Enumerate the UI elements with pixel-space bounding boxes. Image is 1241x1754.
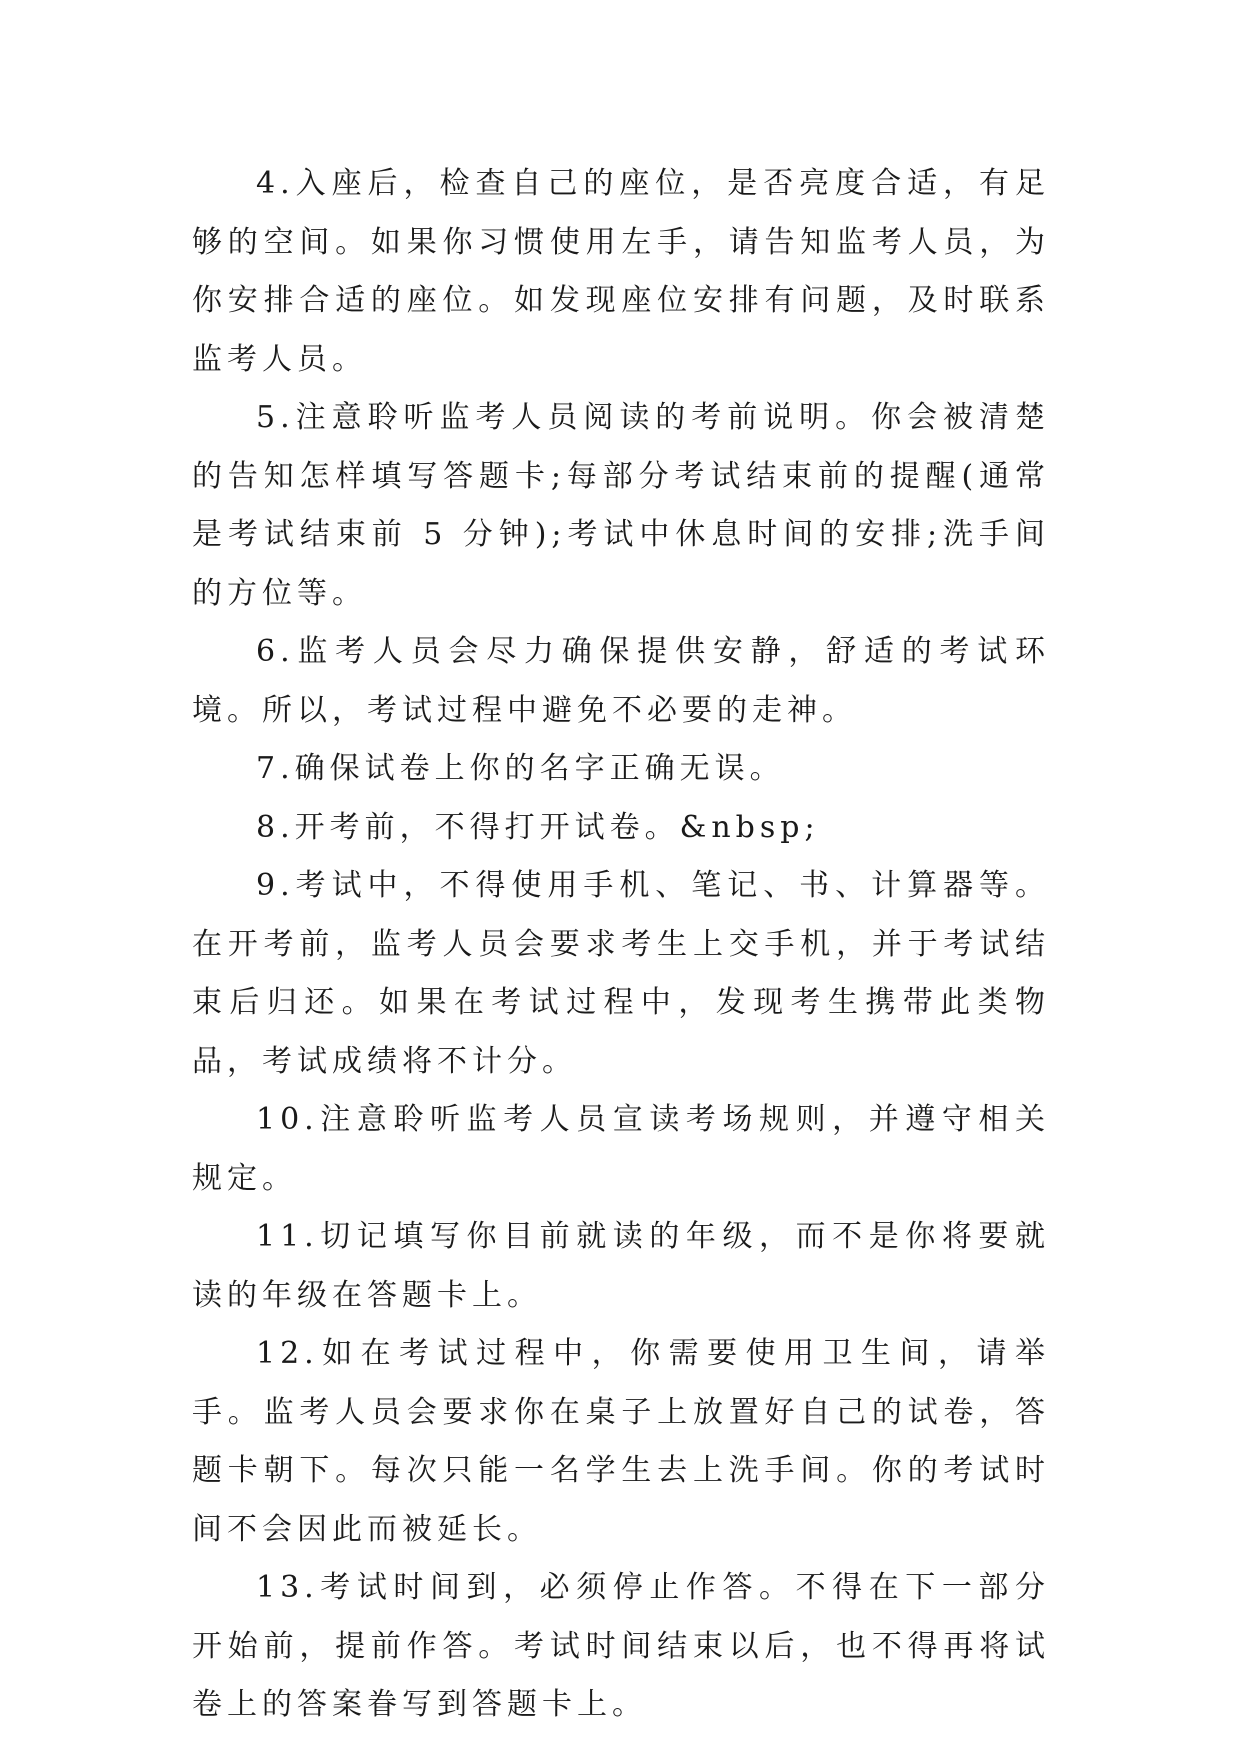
paragraph-item-9: 9.考试中，不得使用手机、笔记、书、计算器等。在开考前，监考人员会要求考生上交手机，并于考试结束后归还。如果在考试过程中，发现考生携带此类物品，考试成绩将不计分。 xyxy=(192,868,1050,1079)
paragraph-item-4: 4.入座后，检查自己的座位，是否亮度合适，有足够的空间。如果你习惯使用左手，请告知监考人员，为你安排合适的座位。如发现座位安排有问题，及时联系监考人员。 xyxy=(192,166,1050,377)
paragraph-item-11: 11.切记填写你目前就读的年级，而不是你将要就读的年级在答题卡上。 xyxy=(192,1219,1050,1313)
paragraph-item-8: 8.开考前，不得打开试卷。&nbsp; xyxy=(256,809,820,845)
paragraph-item-7: 7.确保试卷上你的名字正确无误。 xyxy=(256,751,785,786)
paragraph-item-5: 5.注意聆听监考人员阅读的考前说明。你会被清楚的告知怎样填写答题卡;每部分考试结束前的提醒(通常是考试结束前 5 分钟);考试中休息时间的安排;洗手间的方位等。 xyxy=(192,400,1050,611)
paragraph-item-12: 12.如在考试过程中，你需要使用卫生间，请举手。监考人员会要求你在桌子上放置好自己的试卷，答题卡朝下。每次只能一名学生去上洗手间。你的考试时间不会因此而被延长。 xyxy=(192,1336,1050,1547)
paragraph-item-13: 13.考试时间到，必须停止作答。不得在下一部分开始前，提前作答。考试时间结束以后，也不得再将试卷上的答案眷写到答题卡上。 xyxy=(192,1570,1050,1722)
document-body xyxy=(192,155,1050,1735)
paragraph-item-6: 6.监考人员会尽力确保提供安静，舒适的考试环境。所以，考试过程中避免不必要的走神。 xyxy=(192,634,1050,728)
paragraph-item-10: 10.注意聆听监考人员宣读考场规则，并遵守相关规定。 xyxy=(192,1102,1050,1196)
